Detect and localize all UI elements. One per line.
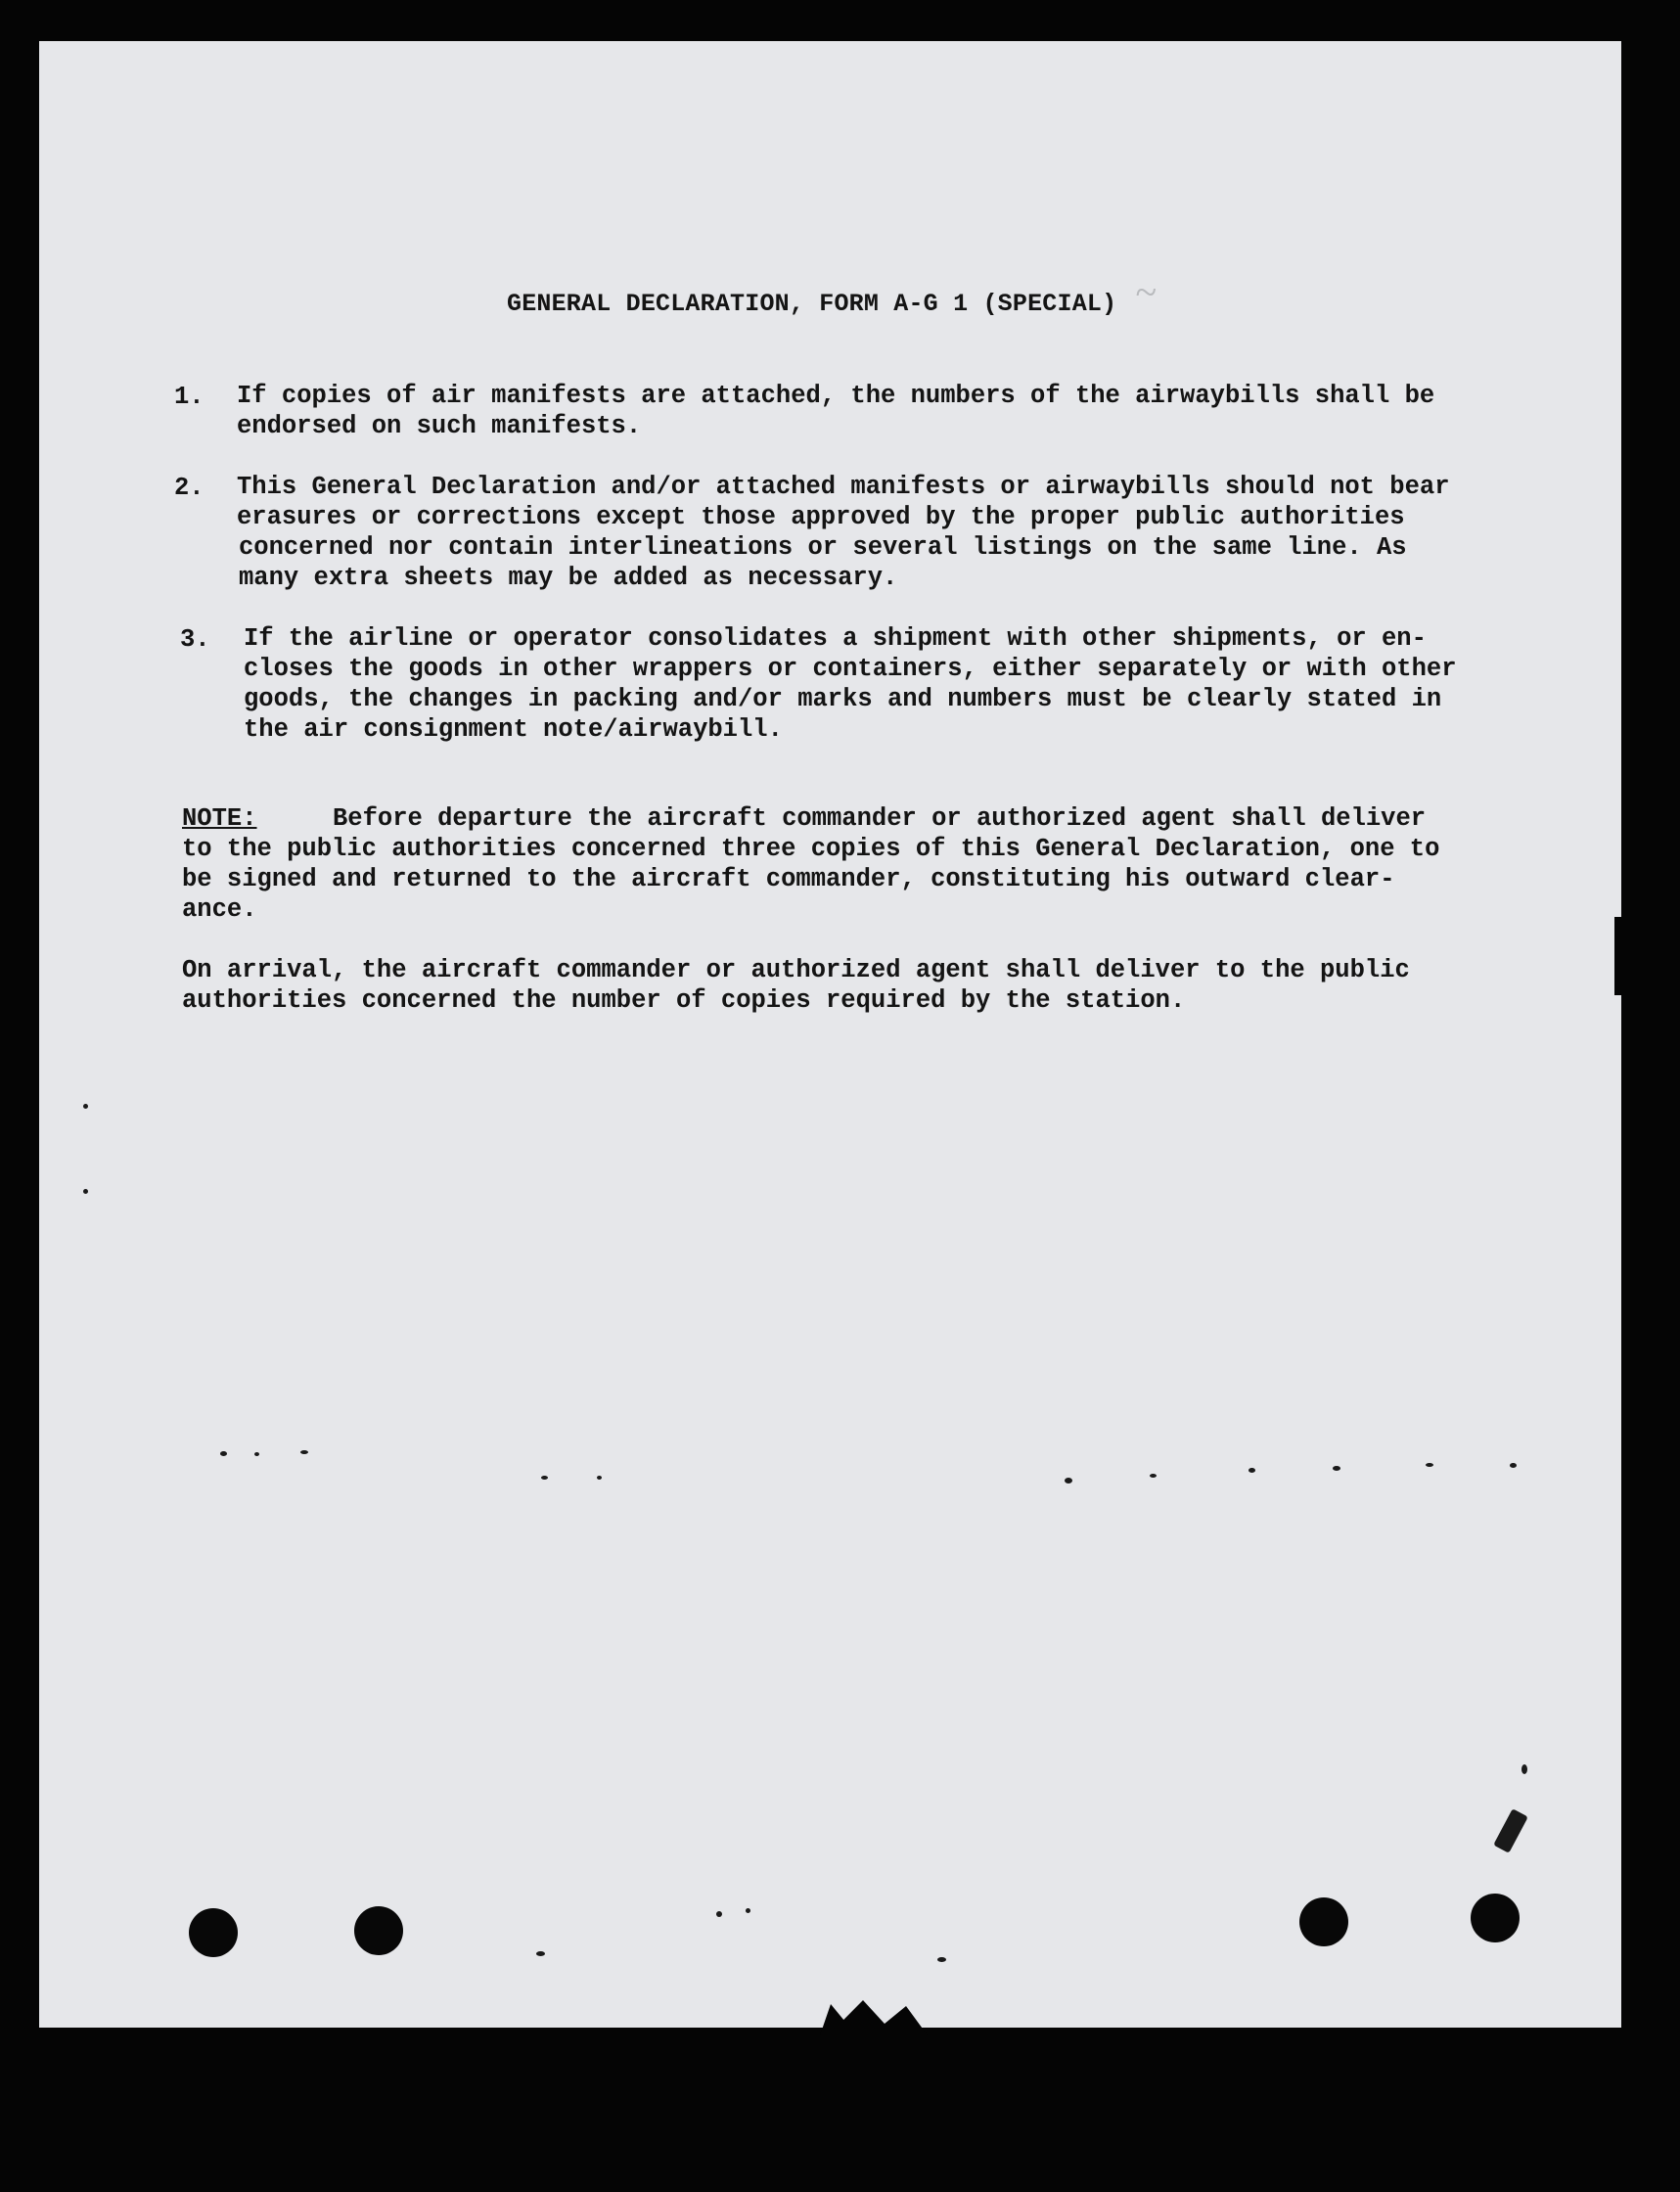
dust-speck [1426,1463,1433,1467]
dust-speck [300,1450,308,1454]
document-title: GENERAL DECLARATION, FORM A-G 1 (SPECIAL) [507,290,1117,318]
item-2-line-2: erasures or corrections except those approved by the proper public authorities [237,503,1405,531]
punch-hole [1471,1894,1520,1942]
item-2-line-3: concerned nor contain interlineations or several listings on the same line. As [239,533,1407,562]
punch-hole [1299,1897,1348,1946]
item-3-line-3: goods, the changes in packing and/or marks and numbers must be clearly stated in [244,685,1442,713]
item-3-line-4: the air consignment note/airwaybill. [244,715,783,744]
item-3-line-2: closes the goods in other wrappers or containers, either separately or with other [244,655,1457,683]
punch-hole [189,1908,238,1957]
note-line-3: be signed and returned to the aircraft commander, constituting his outward clear- [182,865,1395,893]
item-3-line-1: If the airline or operator consolidates a shipment with other shipments, or en- [244,624,1427,653]
note-line-1: Before departure the aircraft commander or authorized agent shall deliver [333,804,1427,833]
item-number-3: 3. [180,625,210,654]
arrival-line-2: authorities concerned the number of copies required by the station. [182,986,1186,1015]
dust-speck [1150,1474,1157,1478]
dust-speck [937,1957,946,1962]
item-number-2: 2. [174,474,204,502]
note-line-4: ance. [182,895,257,924]
dust-speck [1065,1478,1072,1484]
document-page [39,41,1621,2028]
dust-speck [536,1951,545,1956]
dust-speck [746,1908,750,1913]
dust-speck [541,1476,548,1480]
note-label: NOTE: [182,804,257,833]
dust-speck [597,1476,602,1480]
dust-speck [83,1189,88,1194]
item-2-line-4: many extra sheets may be added as necessary. [239,564,898,592]
note-line-2: to the public authorities concerned three copies of this General Declaration, one to [182,835,1440,863]
dust-speck [83,1104,88,1109]
dust-speck [1510,1463,1517,1468]
page-edge-shadow [1614,917,1632,995]
dust-speck [220,1451,227,1456]
arrival-line-1: On arrival, the aircraft commander or authorized agent shall deliver to the public [182,956,1410,984]
item-1-line-2: endorsed on such manifests. [237,412,642,440]
dust-speck [1333,1466,1340,1471]
dust-speck [716,1911,722,1917]
dust-speck [1249,1468,1255,1473]
dust-speck [254,1452,259,1456]
dust-speck [1521,1764,1527,1774]
item-number-1: 1. [174,383,204,411]
item-2-line-1: This General Declaration and/or attached manifests or airwaybills should not bear [237,473,1450,501]
show-through-mark: ~ [1135,270,1157,314]
punch-hole [354,1906,403,1955]
item-1-line-1: If copies of air manifests are attached, the numbers of the airwaybills shall be [237,382,1435,410]
